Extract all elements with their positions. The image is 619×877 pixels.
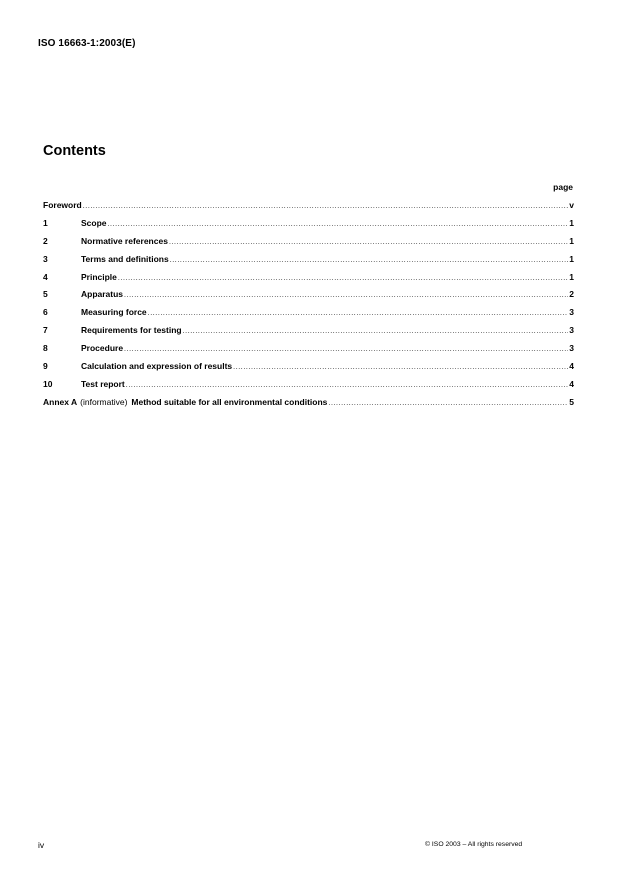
toc-entry-number: 3 xyxy=(43,253,48,264)
toc-entry-page: 1 xyxy=(569,253,574,264)
page-title: Contents xyxy=(43,143,106,159)
dot-leader xyxy=(232,361,568,371)
toc-entry-principle[interactable] xyxy=(43,272,574,290)
annex-qualifier: (informative) xyxy=(80,396,128,407)
toc-entry-title: Scope xyxy=(81,217,107,228)
toc-entry-number: 10 xyxy=(43,378,53,389)
toc-entry-test-report[interactable] xyxy=(43,379,574,397)
toc-entry-page: 1 xyxy=(569,271,574,282)
toc-entry-page: 3 xyxy=(569,325,574,336)
toc-entry-title: Method suitable for all environmental conditions xyxy=(131,396,328,407)
toc-entry-number: 7 xyxy=(43,325,48,336)
toc-entry-title: Principle xyxy=(81,271,117,282)
dot-leader xyxy=(117,272,568,282)
annex-prefix: Annex A xyxy=(43,396,78,407)
toc-entry-number: 4 xyxy=(43,271,48,282)
dot-leader xyxy=(168,236,568,246)
toc-entry-page: 4 xyxy=(569,378,574,389)
toc-entry-scope[interactable] xyxy=(43,218,574,236)
dot-leader xyxy=(182,325,569,335)
toc-entry-page: 3 xyxy=(569,307,574,318)
toc-entry-title: Foreword xyxy=(43,200,82,210)
toc-entry-terms-and-definitions[interactable] xyxy=(43,254,574,272)
page-column-label: page xyxy=(553,182,573,192)
dot-leader xyxy=(327,397,568,407)
toc-entry-number: 5 xyxy=(43,289,48,300)
toc-entry-title: Requirements for testing xyxy=(81,325,182,336)
toc-entry-title: Calculation and expression of results xyxy=(81,361,233,372)
toc-entry-page: 4 xyxy=(569,361,574,372)
toc-entry-title: Measuring force xyxy=(81,307,147,318)
toc-entry-title: Test report xyxy=(81,378,125,389)
toc-entry-normative-references[interactable] xyxy=(43,236,574,254)
dot-leader xyxy=(107,218,569,228)
toc-entry-apparatus[interactable] xyxy=(43,289,574,307)
toc-entry-title: Normative references xyxy=(81,235,168,246)
toc-entry-number: 2 xyxy=(43,235,48,246)
toc-entry-number: 1 xyxy=(43,217,48,228)
dot-leader xyxy=(82,200,569,210)
toc-entry-page: 1 xyxy=(569,235,574,246)
toc-entry-requirements-for-testing[interactable] xyxy=(43,325,574,343)
dot-leader xyxy=(123,343,568,353)
toc-entry-measuring-force[interactable] xyxy=(43,307,574,325)
toc-entry-calculation-and-expression-of-results[interactable] xyxy=(43,361,574,379)
toc-entry-procedure[interactable] xyxy=(43,343,574,361)
toc-entry-page: 3 xyxy=(569,343,574,354)
dot-leader xyxy=(125,379,568,389)
toc-entry-title: Terms and definitions xyxy=(81,253,169,264)
toc-entry-title: Procedure xyxy=(81,343,124,354)
table-of-contents xyxy=(43,200,574,415)
toc-entry-annex-a[interactable] xyxy=(43,397,574,415)
footer-page-number: iv xyxy=(38,840,45,850)
dot-leader xyxy=(169,254,569,264)
document-header: ISO 16663-1:2003(E) xyxy=(38,38,136,49)
footer-copyright: © ISO 2003 – All rights reserved xyxy=(425,841,523,848)
toc-entry-page: 5 xyxy=(569,396,574,407)
toc-entry-title: Apparatus xyxy=(81,289,124,300)
toc-entry-page: 2 xyxy=(569,289,574,300)
toc-entry-number: 8 xyxy=(43,343,48,354)
toc-entry-page: 1 xyxy=(569,217,574,228)
toc-entry-page: v xyxy=(569,200,574,210)
toc-entry-foreword[interactable] xyxy=(43,200,574,218)
dot-leader xyxy=(147,307,569,317)
dot-leader xyxy=(123,289,568,299)
toc-entry-number: 6 xyxy=(43,307,48,318)
toc-entry-number: 9 xyxy=(43,361,48,372)
